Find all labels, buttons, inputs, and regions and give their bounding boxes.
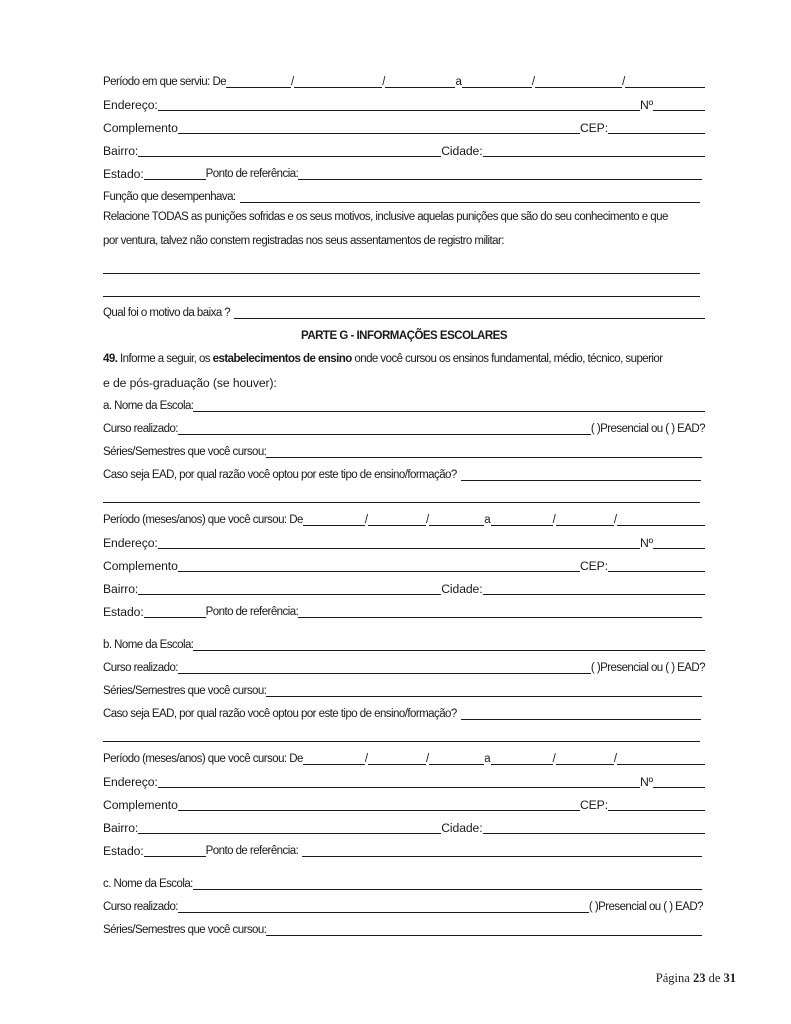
date-separator: / bbox=[613, 514, 618, 526]
school-b-name-row bbox=[103, 637, 705, 653]
current-page: 23 bbox=[692, 971, 706, 985]
date-separator: / bbox=[531, 76, 536, 88]
school-b-city-field[interactable] bbox=[483, 833, 705, 834]
question-text: Informe a seguir, os bbox=[117, 353, 213, 365]
school-b-complement-row bbox=[103, 797, 705, 813]
punishments-answer-line-1[interactable] bbox=[103, 273, 700, 274]
neighborhood-field[interactable] bbox=[138, 156, 441, 157]
school-a-end-month[interactable] bbox=[556, 525, 614, 526]
school-b-neighborhood-field[interactable] bbox=[138, 833, 441, 834]
city-label: Cidade: bbox=[441, 821, 483, 835]
school-a-end-year[interactable] bbox=[617, 525, 705, 526]
punishments-instruction-line1: Relacione TODAS as punições sofridas e os seus motivos, inclusive aquelas punições que são do seu conhecimento e que bbox=[103, 211, 668, 223]
function-label: Função que desempenhava: bbox=[103, 191, 236, 203]
school-c-course-row bbox=[103, 899, 705, 915]
school-name-label: c. Nome da Escola: bbox=[103, 878, 193, 890]
period-label: Período (meses/anos) que você cursou: De bbox=[103, 753, 303, 765]
school-a-address-row bbox=[103, 535, 705, 551]
school-b-name-field[interactable] bbox=[193, 650, 705, 651]
school-b-course-row bbox=[103, 660, 705, 676]
neighborhood-label: Bairro: bbox=[103, 821, 139, 835]
school-b-start-month[interactable] bbox=[368, 764, 426, 765]
service-end-month-field[interactable] bbox=[535, 87, 622, 88]
cep-field[interactable] bbox=[608, 133, 705, 134]
function-field[interactable] bbox=[240, 202, 700, 203]
date-separator: / bbox=[291, 76, 295, 88]
total-pages: 31 bbox=[723, 971, 736, 985]
school-a-city-field[interactable] bbox=[483, 594, 705, 595]
question-49-line1 bbox=[103, 353, 705, 365]
school-c-modality-options[interactable]: ( )Presencial ou ( ) EAD? bbox=[588, 901, 703, 913]
service-neighborhood-row bbox=[103, 143, 705, 159]
school-a-ead-reason-field[interactable] bbox=[461, 480, 701, 481]
school-a-cep-field[interactable] bbox=[608, 571, 705, 572]
school-a-state-row bbox=[103, 604, 705, 620]
reference-label: Ponto de referência: bbox=[205, 168, 299, 180]
school-a-address-field[interactable] bbox=[158, 548, 640, 549]
complement-label: Complemento bbox=[103, 559, 178, 573]
school-b-state-row bbox=[103, 843, 705, 859]
date-separator: / bbox=[552, 753, 556, 765]
page-number bbox=[656, 971, 736, 986]
school-c-semesters-field[interactable] bbox=[266, 935, 702, 936]
complement-label: Complemento bbox=[103, 798, 178, 812]
date-separator: / bbox=[426, 753, 430, 765]
number-label: Nº bbox=[639, 775, 653, 789]
number-label: Nº bbox=[639, 98, 653, 112]
complement-label: Complemento bbox=[103, 121, 178, 135]
reference-field[interactable] bbox=[298, 179, 702, 180]
school-b-complement-field[interactable] bbox=[178, 810, 580, 811]
school-a-semesters-row bbox=[103, 444, 705, 460]
school-c-name-row bbox=[103, 876, 705, 892]
section-title: PARTE G - INFORMAÇÕES ESCOLARES bbox=[301, 330, 507, 342]
discharge-reason-field[interactable] bbox=[234, 318, 705, 319]
service-end-day-field[interactable] bbox=[462, 87, 532, 88]
course-label: Curso realizado: bbox=[103, 423, 178, 435]
school-b-semesters-field[interactable] bbox=[266, 696, 702, 697]
state-field[interactable] bbox=[144, 179, 206, 180]
course-label: Curso realizado: bbox=[103, 901, 178, 913]
discharge-row bbox=[103, 305, 705, 321]
service-period-label: Período em que serviu: De bbox=[103, 76, 227, 88]
service-address-row bbox=[103, 97, 705, 113]
cep-label: CEP: bbox=[579, 559, 608, 573]
school-b-semesters-row bbox=[103, 683, 705, 699]
date-separator: / bbox=[364, 514, 369, 526]
school-a-name-row bbox=[103, 398, 705, 414]
school-b-modality-options[interactable]: ( )Presencial ou ( ) EAD? bbox=[590, 662, 705, 674]
neighborhood-label: Bairro: bbox=[103, 144, 139, 158]
question-49-line2: e de pós-graduação (se houver): bbox=[103, 376, 277, 390]
complement-field[interactable] bbox=[178, 133, 580, 134]
school-c-name-field[interactable] bbox=[193, 889, 702, 890]
school-a-ead-reason-line-2[interactable] bbox=[103, 502, 700, 503]
date-separator: / bbox=[613, 753, 618, 765]
school-a-neighborhood-field[interactable] bbox=[138, 594, 441, 595]
service-complement-row bbox=[103, 120, 705, 136]
school-a-number-field[interactable] bbox=[653, 548, 705, 549]
school-a-neighborhood-row bbox=[103, 581, 705, 597]
school-name-label: b. Nome da Escola: bbox=[103, 639, 194, 651]
school-a-semesters-field[interactable] bbox=[266, 457, 702, 458]
school-b-start-year[interactable] bbox=[429, 764, 484, 765]
punishments-answer-line-2[interactable] bbox=[103, 296, 700, 297]
date-separator: / bbox=[622, 76, 626, 88]
school-b-neighborhood-row bbox=[103, 820, 705, 836]
school-a-state-field[interactable] bbox=[144, 617, 206, 618]
semesters-label: Séries/Semestres que você cursou: bbox=[103, 685, 267, 697]
city-field[interactable] bbox=[483, 156, 705, 157]
city-label: Cidade: bbox=[441, 144, 483, 158]
address-field[interactable] bbox=[158, 110, 640, 111]
service-end-year-field[interactable] bbox=[625, 87, 705, 88]
school-a-name-field[interactable] bbox=[193, 411, 705, 412]
page-prefix: Página bbox=[655, 971, 693, 985]
cep-label: CEP: bbox=[579, 121, 608, 135]
service-period-row bbox=[103, 74, 705, 90]
address-label: Endereço: bbox=[103, 98, 158, 112]
semesters-label: Séries/Semestres que você cursou: bbox=[103, 924, 267, 936]
punishments-instruction-line2: por ventura, talvez não constem registradas nos seus assentamentos de registro militar: bbox=[103, 235, 504, 247]
date-separator: / bbox=[382, 76, 386, 88]
school-a-start-day[interactable] bbox=[303, 525, 365, 526]
school-b-ead-reason-field[interactable] bbox=[461, 719, 701, 720]
school-b-cep-field[interactable] bbox=[608, 810, 705, 811]
period-label: Período (meses/anos) que você cursou: De bbox=[103, 514, 303, 526]
school-a-complement-row bbox=[103, 558, 705, 574]
neighborhood-label: Bairro: bbox=[103, 582, 139, 596]
date-separator: / bbox=[426, 514, 430, 526]
date-separator: / bbox=[364, 753, 369, 765]
school-b-address-field[interactable] bbox=[158, 787, 640, 788]
date-range-to: a bbox=[455, 76, 462, 88]
school-b-end-year[interactable] bbox=[617, 764, 705, 765]
semesters-label: Séries/Semestres que você cursou: bbox=[103, 446, 267, 458]
date-range-to: a bbox=[484, 514, 491, 526]
state-label: Estado: bbox=[103, 605, 144, 619]
school-c-semesters-row bbox=[103, 922, 705, 938]
school-b-ead-reason-line-2[interactable] bbox=[103, 741, 700, 742]
school-b-course-field[interactable] bbox=[178, 673, 591, 674]
question-emphasis: estabelecimentos de ensino bbox=[212, 353, 352, 365]
function-row bbox=[103, 189, 705, 205]
service-state-row bbox=[103, 166, 705, 182]
school-a-reference-field[interactable] bbox=[298, 617, 702, 618]
address-label: Endereço: bbox=[103, 536, 158, 550]
school-b-end-month[interactable] bbox=[556, 764, 614, 765]
school-a-ead-row bbox=[103, 467, 705, 483]
school-a-modality-options[interactable]: ( )Presencial ou ( ) EAD? bbox=[590, 423, 705, 435]
school-a-start-month[interactable] bbox=[368, 525, 426, 526]
city-label: Cidade: bbox=[441, 582, 483, 596]
school-c-course-field[interactable] bbox=[178, 912, 589, 913]
question-number: 49. bbox=[103, 353, 118, 365]
number-label: Nº bbox=[639, 536, 653, 550]
question-text: onde você cursou os ensinos fundamental, médio, técnico, superior bbox=[351, 353, 663, 365]
date-separator: / bbox=[552, 514, 556, 526]
school-b-ead-row bbox=[103, 706, 705, 722]
date-range-to: a bbox=[484, 753, 491, 765]
ead-reason-label: Caso seja EAD, por qual razão você optou por este tipo de ensino/formação? bbox=[103, 469, 457, 481]
service-start-month-field[interactable] bbox=[294, 87, 382, 88]
school-a-end-day[interactable] bbox=[491, 525, 553, 526]
school-name-label: a. Nome da Escola: bbox=[103, 400, 194, 412]
school-b-address-row bbox=[103, 774, 705, 790]
school-b-period-row bbox=[103, 751, 705, 767]
ead-reason-label: Caso seja EAD, por qual razão você optou por este tipo de ensino/formação? bbox=[103, 708, 457, 720]
school-a-course-field[interactable] bbox=[178, 434, 591, 435]
cep-label: CEP: bbox=[579, 798, 608, 812]
service-start-day-field[interactable] bbox=[226, 87, 291, 88]
school-b-end-day[interactable] bbox=[491, 764, 553, 765]
service-start-year-field[interactable] bbox=[385, 87, 455, 88]
page-separator: de bbox=[705, 971, 724, 985]
school-a-course-row bbox=[103, 421, 705, 437]
reference-label: Ponto de referência: bbox=[205, 606, 299, 618]
state-label: Estado: bbox=[103, 844, 144, 858]
discharge-label: Qual foi o motivo da baixa ? bbox=[103, 307, 231, 319]
school-b-state-field[interactable] bbox=[144, 856, 206, 857]
school-a-start-year[interactable] bbox=[429, 525, 484, 526]
address-label: Endereço: bbox=[103, 775, 158, 789]
school-b-reference-field[interactable] bbox=[302, 856, 702, 857]
school-b-number-field[interactable] bbox=[653, 787, 705, 788]
state-label: Estado: bbox=[103, 167, 144, 181]
course-label: Curso realizado: bbox=[103, 662, 178, 674]
school-a-period-row bbox=[103, 512, 705, 528]
reference-label: Ponto de referência: bbox=[205, 845, 299, 857]
school-b-start-day[interactable] bbox=[303, 764, 365, 765]
school-a-complement-field[interactable] bbox=[178, 571, 580, 572]
number-field[interactable] bbox=[653, 110, 705, 111]
